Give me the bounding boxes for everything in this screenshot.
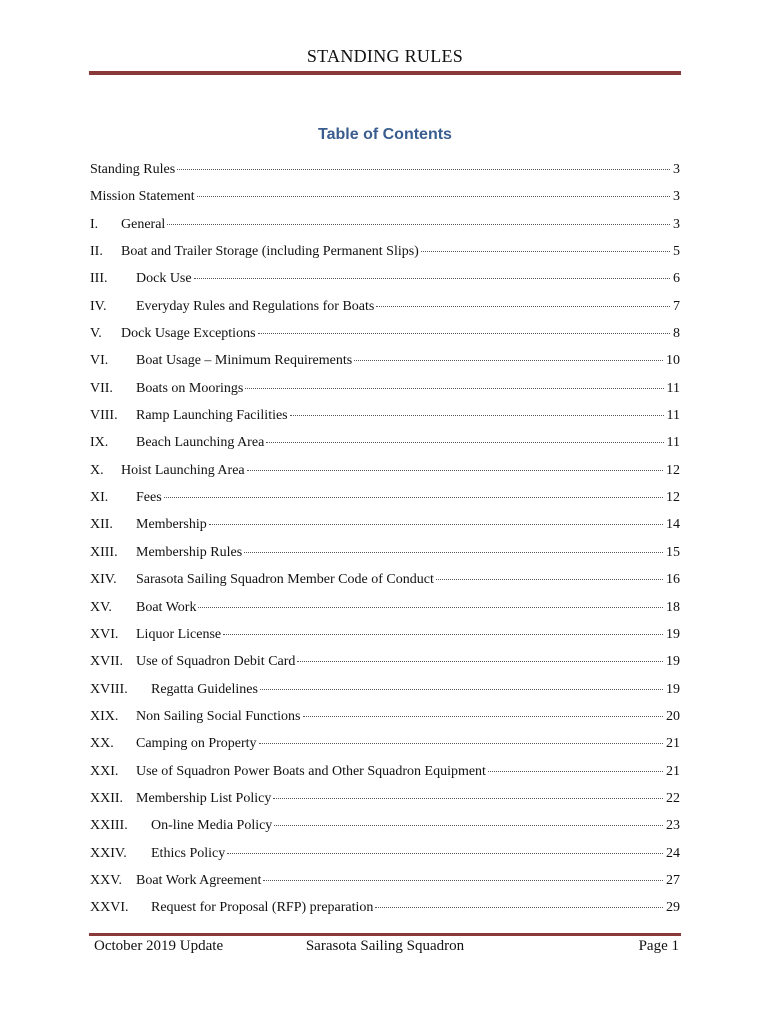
toc-dot-leader [303, 702, 664, 717]
toc-entry-number: VI. [90, 353, 109, 369]
toc-entry-number: XX. [90, 736, 114, 752]
toc-entry-title: Sarasota Sailing Squadron Member Code of Conduct [136, 572, 434, 588]
toc-entry[interactable] [90, 349, 680, 376]
table-of-contents [90, 158, 680, 924]
toc-entry-title: Request for Proposal (RFP) preparation [151, 900, 374, 916]
toc-entry-page: 21 [666, 736, 680, 752]
toc-dot-leader [297, 647, 663, 662]
footer-page-number: Page 1 [638, 938, 679, 954]
toc-dot-leader [227, 839, 663, 854]
toc-entry-title: Boat Work Agreement [136, 872, 262, 888]
header-rule [89, 71, 681, 75]
toc-dot-leader [245, 374, 663, 389]
toc-entry-number: III. [90, 271, 108, 287]
footer-organization: Sarasota Sailing Squadron [305, 938, 465, 954]
toc-entry-title: Non Sailing Social Functions [136, 708, 301, 724]
toc-dot-leader [274, 811, 663, 826]
toc-entry-page: 12 [666, 490, 680, 506]
toc-entry[interactable] [90, 513, 680, 540]
toc-entry-title: General [121, 216, 166, 232]
toc-entry[interactable] [90, 732, 680, 759]
toc-entry[interactable] [90, 596, 680, 623]
toc-entry[interactable] [90, 240, 680, 267]
toc-dot-leader [263, 866, 663, 881]
toc-entry-page: 11 [666, 408, 680, 424]
toc-dot-leader [421, 237, 670, 252]
toc-entry-title: Use of Squadron Debit Card [136, 654, 296, 670]
toc-entry[interactable] [90, 185, 680, 212]
toc-entry-title: Ramp Launching Facilities [136, 408, 288, 424]
toc-entry-page: 11 [666, 435, 680, 451]
toc-entry-number: V. [90, 326, 102, 342]
toc-entry-page: 8 [673, 326, 680, 342]
toc-entry-title: Standing Rules [90, 162, 176, 177]
toc-dot-leader [247, 456, 663, 471]
toc-entry[interactable] [90, 431, 680, 458]
toc-entry-title: Beach Launching Area [136, 435, 265, 451]
toc-entry-number: XIX. [90, 708, 119, 724]
toc-entry[interactable] [90, 486, 680, 513]
toc-entry[interactable] [90, 678, 680, 705]
toc-entry-title: Boat Usage – Minimum Requirements [136, 353, 353, 369]
footer-date: October 2019 Update [94, 938, 224, 954]
toc-entry-page: 3 [673, 216, 680, 232]
toc-entry[interactable] [90, 842, 680, 869]
toc-dot-leader [167, 210, 670, 225]
toc-dot-leader [209, 510, 663, 525]
toc-entry-page: 27 [666, 872, 680, 888]
toc-entry-page: 14 [666, 517, 680, 533]
toc-entry-page: 18 [666, 599, 680, 615]
toc-entry[interactable] [90, 213, 680, 240]
toc-entry-page: 12 [666, 462, 680, 478]
toc-entry[interactable] [90, 814, 680, 841]
toc-entry-title: Ethics Policy [151, 845, 226, 861]
toc-dot-leader [260, 675, 663, 690]
toc-entry[interactable] [90, 322, 680, 349]
toc-entry[interactable] [90, 787, 680, 814]
toc-entry-number: XI. [90, 490, 109, 506]
toc-entry-page: 15 [666, 544, 680, 560]
toc-entry-page: 20 [666, 708, 680, 724]
toc-entry-page: 3 [673, 189, 680, 205]
toc-entry-number: XXIV. [90, 845, 127, 861]
toc-entry[interactable] [90, 459, 680, 486]
toc-entry[interactable] [90, 705, 680, 732]
toc-title: Table of Contents [318, 126, 452, 143]
toc-entry-page: 19 [666, 681, 680, 697]
toc-entry-title: Hoist Launching Area [121, 462, 245, 478]
footer-rule [89, 933, 681, 936]
toc-entry-number: II. [90, 244, 103, 260]
toc-entry-number: XIV. [90, 572, 117, 588]
toc-entry-number: XXVI. [90, 900, 129, 916]
toc-dot-leader [273, 784, 663, 799]
toc-entry-title: Liquor License [136, 626, 222, 642]
toc-dot-leader [488, 757, 663, 772]
toc-dot-leader [290, 401, 664, 416]
toc-dot-leader [259, 729, 663, 744]
toc-entry-number: XXIII. [90, 818, 128, 834]
toc-entry-title: Membership List Policy [136, 790, 272, 806]
toc-entry-number: XVI. [90, 626, 119, 642]
toc-dot-leader [354, 346, 663, 361]
toc-entry[interactable] [90, 623, 680, 650]
toc-entry-page: 16 [666, 572, 680, 588]
toc-entry-page: 22 [666, 790, 680, 806]
toc-entry-title: Boat and Trailer Storage (including Permanent Slips) [121, 244, 419, 260]
toc-entry-number: XXV. [90, 872, 123, 888]
toc-entry-page: 5 [673, 244, 680, 260]
toc-entry-page: 24 [666, 845, 680, 861]
page-header-title: STANDING RULES [306, 46, 464, 66]
toc-entry[interactable] [90, 295, 680, 322]
toc-dot-leader [436, 565, 663, 580]
toc-dot-leader [258, 319, 670, 334]
toc-entry-number: XXII. [90, 790, 124, 806]
toc-entry-page: 29 [666, 900, 680, 916]
toc-entry[interactable] [90, 267, 680, 294]
toc-entry-number: X. [90, 462, 104, 478]
toc-entry-title: On-line Media Policy [151, 818, 273, 834]
toc-entry-title: Membership [136, 517, 207, 533]
toc-entry-title: Dock Use [136, 271, 192, 287]
toc-entry-page: 11 [666, 380, 680, 396]
toc-entry[interactable] [90, 377, 680, 404]
toc-entry-number: IV. [90, 298, 107, 314]
toc-dot-leader [164, 483, 663, 498]
toc-entry[interactable] [90, 158, 680, 185]
toc-dot-leader [376, 292, 670, 307]
toc-entry-number: XV. [90, 599, 112, 615]
toc-entry-page: 3 [673, 162, 680, 177]
toc-entry-title: Use of Squadron Power Boats and Other Squadron Equipment [136, 763, 486, 779]
toc-entry[interactable] [90, 760, 680, 787]
toc-entry-title: Camping on Property [136, 736, 257, 752]
toc-dot-leader [177, 155, 670, 170]
toc-dot-leader [194, 264, 670, 279]
toc-dot-leader [266, 428, 663, 443]
toc-dot-leader [375, 893, 663, 908]
toc-entry-number: I. [90, 216, 99, 232]
toc-entry-number: XII. [90, 517, 113, 533]
toc-entry-page: 6 [673, 271, 680, 287]
toc-entry-page: 7 [673, 298, 680, 314]
toc-entry-number: XVIII. [90, 681, 128, 697]
toc-entry[interactable] [90, 541, 680, 568]
toc-entry-page: 19 [666, 654, 680, 670]
toc-entry-page: 10 [666, 353, 680, 369]
toc-dot-leader [198, 593, 663, 608]
toc-entry[interactable] [90, 869, 680, 896]
toc-entry-number: VII. [90, 380, 113, 396]
toc-entry-title: Regatta Guidelines [151, 681, 258, 697]
toc-entry-title: Boats on Moorings [136, 380, 244, 396]
toc-dot-leader [223, 620, 663, 635]
toc-entry-title: Membership Rules [136, 544, 243, 560]
toc-dot-leader [244, 538, 663, 553]
toc-entry[interactable] [90, 896, 680, 923]
toc-entry[interactable] [90, 568, 680, 595]
toc-entry-number: IX. [90, 435, 109, 451]
toc-entry-title: Dock Usage Exceptions [121, 326, 256, 342]
toc-entry-number: XIII. [90, 544, 118, 560]
toc-entry-number: XVII. [90, 654, 124, 670]
toc-entry-page: 21 [666, 763, 680, 779]
toc-entry-page: 19 [666, 626, 680, 642]
toc-entry-page: 23 [666, 818, 680, 834]
toc-entry-title: Boat Work [136, 599, 197, 615]
toc-dot-leader [197, 182, 670, 197]
toc-entry-title: Mission Statement [90, 189, 195, 205]
toc-entry[interactable] [90, 404, 680, 431]
toc-entry-number: VIII. [90, 408, 118, 424]
toc-entry-title: Fees [136, 490, 162, 506]
toc-entry-title: Everyday Rules and Regulations for Boats [136, 298, 375, 314]
toc-entry[interactable] [90, 650, 680, 677]
toc-entry-number: XXI. [90, 763, 119, 779]
